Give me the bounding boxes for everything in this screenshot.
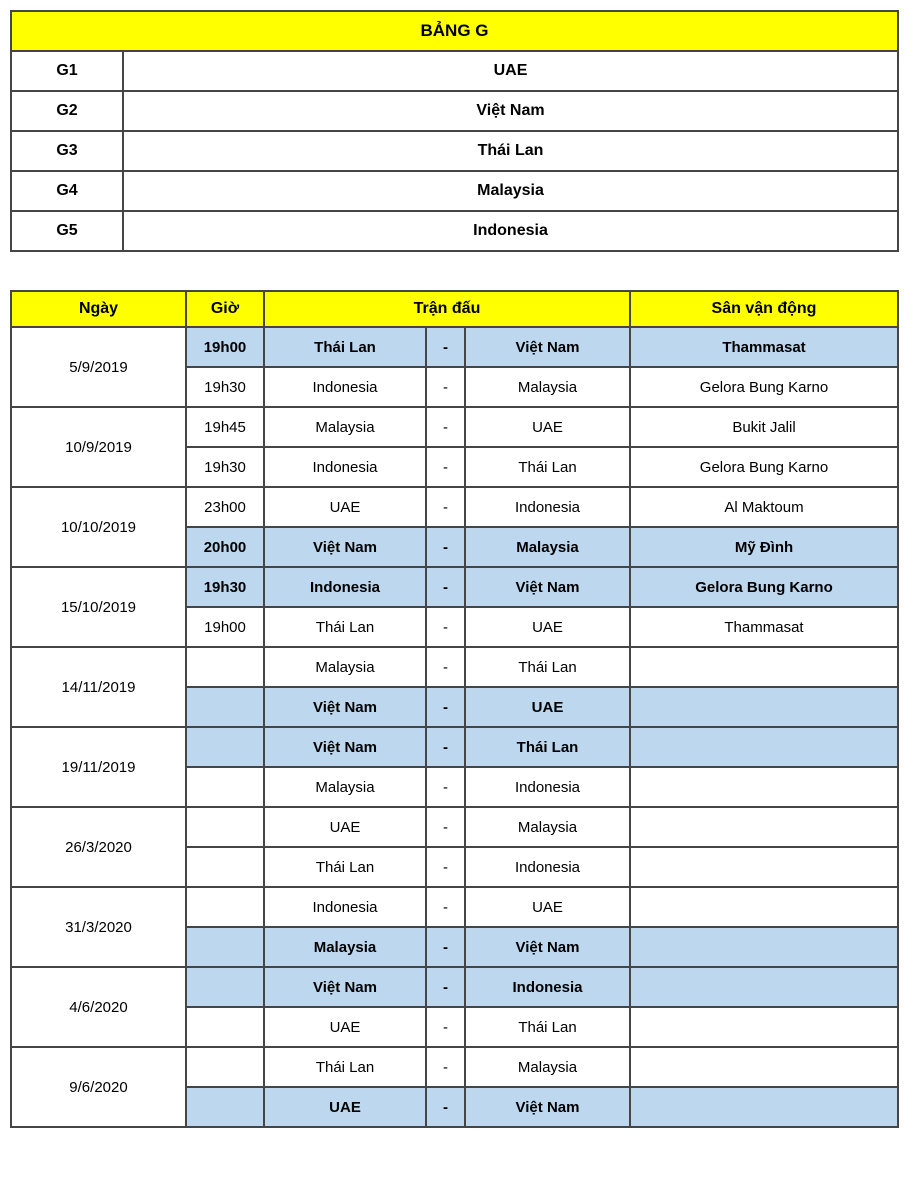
stadium-cell [630,927,898,967]
stadium-cell: Gelora Bung Karno [630,447,898,487]
schedule-header-stadium: Sân vận động [630,291,898,327]
away-team-cell: Việt Nam [465,327,630,367]
stadium-cell [630,807,898,847]
group-row [11,91,898,131]
date-cell: 19/11/2019 [11,727,186,807]
separator-cell: - [426,967,465,1007]
separator-cell: - [426,1087,465,1127]
schedule-header-row [11,291,898,327]
match-row [11,327,898,367]
away-team-cell: Indonesia [465,967,630,1007]
separator-cell: - [426,767,465,807]
home-team-cell: Việt Nam [264,527,426,567]
time-cell [186,727,264,767]
time-cell: 19h30 [186,447,264,487]
time-cell: 19h00 [186,327,264,367]
group-team-cell: Việt Nam [123,91,898,131]
time-cell: 20h00 [186,527,264,567]
stadium-cell [630,887,898,927]
away-team-cell: Malaysia [465,367,630,407]
stadium-cell: Thammasat [630,607,898,647]
away-team-cell: Việt Nam [465,927,630,967]
group-team-cell: Thái Lan [123,131,898,171]
date-cell: 10/9/2019 [11,407,186,487]
match-row [11,1047,898,1087]
stadium-cell: Mỹ Đình [630,527,898,567]
group-team-cell: Indonesia [123,211,898,251]
separator-cell: - [426,367,465,407]
time-cell [186,647,264,687]
match-row [11,807,898,847]
time-cell [186,1047,264,1087]
match-row [11,727,898,767]
separator-cell: - [426,607,465,647]
group-code-cell: G5 [11,211,123,251]
separator-cell: - [426,327,465,367]
group-row [11,211,898,251]
group-row [11,51,898,91]
match-row [11,567,898,607]
home-team-cell: Indonesia [264,367,426,407]
stadium-cell [630,727,898,767]
home-team-cell: Indonesia [264,567,426,607]
separator-cell: - [426,847,465,887]
date-cell: 9/6/2020 [11,1047,186,1127]
separator-cell: - [426,487,465,527]
group-row [11,171,898,211]
separator-cell: - [426,927,465,967]
home-team-cell: Việt Nam [264,727,426,767]
group-code-cell: G3 [11,131,123,171]
stadium-cell [630,647,898,687]
group-table [10,10,899,252]
separator-cell: - [426,1047,465,1087]
group-team-cell: UAE [123,51,898,91]
away-team-cell: Thái Lan [465,647,630,687]
separator-cell: - [426,887,465,927]
time-cell [186,1007,264,1047]
date-cell: 14/11/2019 [11,647,186,727]
time-cell [186,687,264,727]
home-team-cell: Thái Lan [264,607,426,647]
date-cell: 26/3/2020 [11,807,186,887]
home-team-cell: UAE [264,807,426,847]
time-cell [186,927,264,967]
time-cell [186,807,264,847]
separator-cell: - [426,727,465,767]
schedule-header-match: Trận đấu [264,291,630,327]
time-cell: 23h00 [186,487,264,527]
separator-cell: - [426,447,465,487]
date-cell: 15/10/2019 [11,567,186,647]
stadium-cell [630,767,898,807]
home-team-cell: Indonesia [264,447,426,487]
match-row [11,967,898,1007]
away-team-cell: Việt Nam [465,1087,630,1127]
separator-cell: - [426,567,465,607]
group-row [11,131,898,171]
time-cell [186,767,264,807]
home-team-cell: Thái Lan [264,327,426,367]
home-team-cell: UAE [264,487,426,527]
stadium-cell: Thammasat [630,327,898,367]
date-cell: 4/6/2020 [11,967,186,1047]
stadium-cell [630,1047,898,1087]
stadium-cell [630,967,898,1007]
home-team-cell: Thái Lan [264,1047,426,1087]
away-team-cell: UAE [465,607,630,647]
home-team-cell: UAE [264,1087,426,1127]
stadium-cell [630,1087,898,1127]
away-team-cell: Malaysia [465,807,630,847]
time-cell [186,1087,264,1127]
match-row [11,487,898,527]
date-cell: 5/9/2019 [11,327,186,407]
separator-cell: - [426,807,465,847]
stadium-cell [630,1007,898,1047]
home-team-cell: Thái Lan [264,847,426,887]
away-team-cell: Thái Lan [465,447,630,487]
separator-cell: - [426,647,465,687]
group-code-cell: G2 [11,91,123,131]
schedule-header-date: Ngày [11,291,186,327]
match-row [11,647,898,687]
away-team-cell: UAE [465,687,630,727]
home-team-cell: Malaysia [264,927,426,967]
time-cell [186,967,264,1007]
away-team-cell: Thái Lan [465,727,630,767]
away-team-cell: UAE [465,407,630,447]
stadium-cell: Al Maktoum [630,487,898,527]
home-team-cell: Việt Nam [264,687,426,727]
away-team-cell: Malaysia [465,527,630,567]
away-team-cell: Indonesia [465,847,630,887]
away-team-cell: Việt Nam [465,567,630,607]
stadium-cell [630,847,898,887]
date-cell: 10/10/2019 [11,487,186,567]
away-team-cell: Malaysia [465,1047,630,1087]
separator-cell: - [426,527,465,567]
stadium-cell [630,687,898,727]
home-team-cell: UAE [264,1007,426,1047]
stadium-cell: Gelora Bung Karno [630,567,898,607]
time-cell: 19h30 [186,367,264,407]
group-table-header-row [11,11,898,51]
time-cell [186,887,264,927]
match-row [11,407,898,447]
away-team-cell: UAE [465,887,630,927]
schedule-table [10,290,899,1128]
schedule-header-time: Giờ [186,291,264,327]
stadium-cell: Bukit Jalil [630,407,898,447]
time-cell: 19h45 [186,407,264,447]
time-cell: 19h30 [186,567,264,607]
separator-cell: - [426,407,465,447]
home-team-cell: Malaysia [264,407,426,447]
home-team-cell: Malaysia [264,647,426,687]
group-code-cell: G4 [11,171,123,211]
group-team-cell: Malaysia [123,171,898,211]
time-cell [186,847,264,887]
time-cell: 19h00 [186,607,264,647]
home-team-cell: Indonesia [264,887,426,927]
away-team-cell: Indonesia [465,767,630,807]
away-team-cell: Indonesia [465,487,630,527]
away-team-cell: Thái Lan [465,1007,630,1047]
home-team-cell: Malaysia [264,767,426,807]
home-team-cell: Việt Nam [264,967,426,1007]
schedule-table-body [11,327,898,1127]
group-table-title: BẢNG G [11,11,898,51]
group-code-cell: G1 [11,51,123,91]
date-cell: 31/3/2020 [11,887,186,967]
separator-cell: - [426,1007,465,1047]
stadium-cell: Gelora Bung Karno [630,367,898,407]
group-table-body [11,51,898,251]
match-row [11,887,898,927]
separator-cell: - [426,687,465,727]
